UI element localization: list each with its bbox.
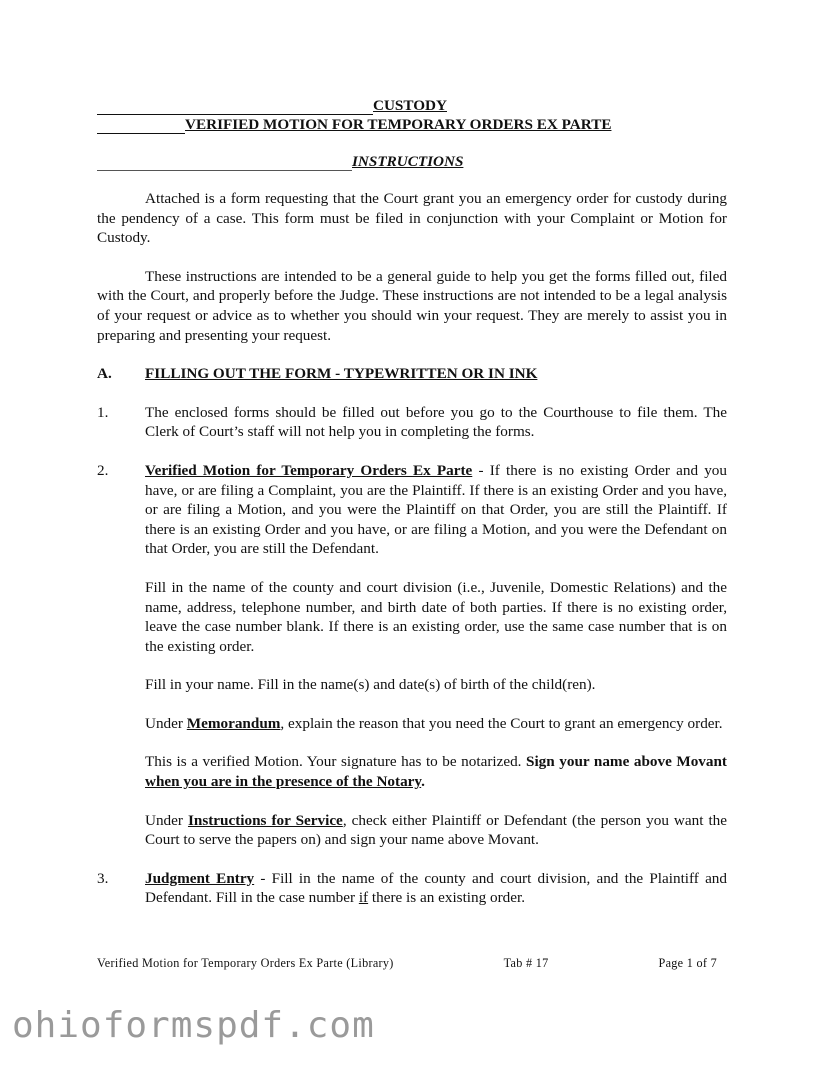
item-text: Judgment Entry - Fill in the name of the county and court division, and the Plaintiff and Defendant. Fill in the case number if there is an existing order.	[145, 869, 727, 907]
fill-in-parties-paragraph: Fill in the name of the county and court division (i.e., Juvenile, Domestic Relations) and the name, address, telephone number, and birth date of both parties. If there is no existing order, leave the case number blank. If there is an existing order, use the same case number that is on the existing order.	[145, 578, 727, 655]
list-item	[97, 869, 727, 908]
service-term: Instructions for Service	[187, 811, 343, 829]
section-a-title: FILLING OUT THE FORM - TYPEWRITTEN OR IN INK	[145, 365, 538, 383]
intro-paragraph-2: These instructions are intended to be a general guide to help you get the forms filled out, filed with the Court, and properly before the Judge. These instructions are not intended to be a legal analysis of your request or advice as to whether you should win your request. They are merely to assist you in preparing and presenting your request.	[97, 267, 727, 344]
service-paragraph: Under Instructions for Service, check either Plaintiff or Defendant (the person you want the Court to serve the papers on) and sign your name above Movant.	[145, 811, 728, 849]
item-text: The enclosed forms should be filled out before you go to the Courthouse to file them. The Clerk of Court’s staff will not help you in completing the forms.	[145, 403, 727, 441]
item-number: 1.	[97, 403, 109, 421]
item-number: 2.	[97, 461, 109, 479]
item-heading: Judgment Entry	[145, 869, 255, 887]
item-text: Verified Motion for Temporary Orders Ex Parte - If there is no existing Order and you have, or are filing a Complaint, you are the Plaintiff. If there is an existing Order and you have, or are filing a Motion, and you were the Plaintiff on that Order, you are still the Plaintiff. If there is an existing Order and you have, or are filing a Motion, and you were the Defendant on that Order, you are still the Defendant.	[145, 461, 727, 558]
intro-paragraph-1: Attached is a form requesting that the Court grant you an emergency order for custody during the pendency of a case. This form must be filed in conjunction with your Complaint or Motion for Custody.	[97, 190, 727, 247]
subtitle-underline-rule	[97, 152, 352, 171]
subtitle-instructions: INSTRUCTIONS	[352, 153, 464, 170]
title-underline-rule	[97, 96, 373, 115]
footer-form-title: Verified Motion for Temporary Orders Ex Parte (Library)	[97, 956, 394, 970]
page-footer	[97, 956, 717, 971]
title-verified-motion: VERIFIED MOTION FOR TEMPORARY ORDERS EX PARTE	[185, 116, 612, 133]
section-a-heading	[97, 364, 727, 384]
title-underline-rule	[97, 115, 185, 134]
section-a-label: A.	[97, 365, 112, 383]
footer-page-number: Page 1 of 7	[658, 956, 717, 970]
memorandum-term: Memorandum	[186, 714, 281, 732]
list-item	[97, 461, 727, 559]
footer-tab-number: Tab # 17	[503, 956, 549, 970]
notary-paragraph: This is a verified Motion. Your signature has to be notarized. Sign your name above Movant when you are in the presence of the Notary.	[145, 753, 727, 791]
fill-in-name-paragraph: Fill in your name. Fill in the name(s) and date(s) of birth of the child(ren).	[145, 676, 596, 694]
site-watermark: ohioformspdf.com	[12, 1005, 375, 1046]
item-number: 3.	[97, 869, 109, 887]
item-heading: Verified Motion for Temporary Orders Ex Parte	[145, 461, 473, 479]
title-custody: CUSTODY	[373, 97, 447, 114]
document-page	[97, 96, 727, 908]
list-item	[97, 403, 727, 442]
title-row-2	[97, 115, 727, 134]
title-row-1	[97, 96, 727, 115]
memorandum-paragraph: Under Memorandum, explain the reason that you need the Court to grant an emergency order.	[145, 714, 723, 732]
subtitle-row	[97, 152, 727, 171]
